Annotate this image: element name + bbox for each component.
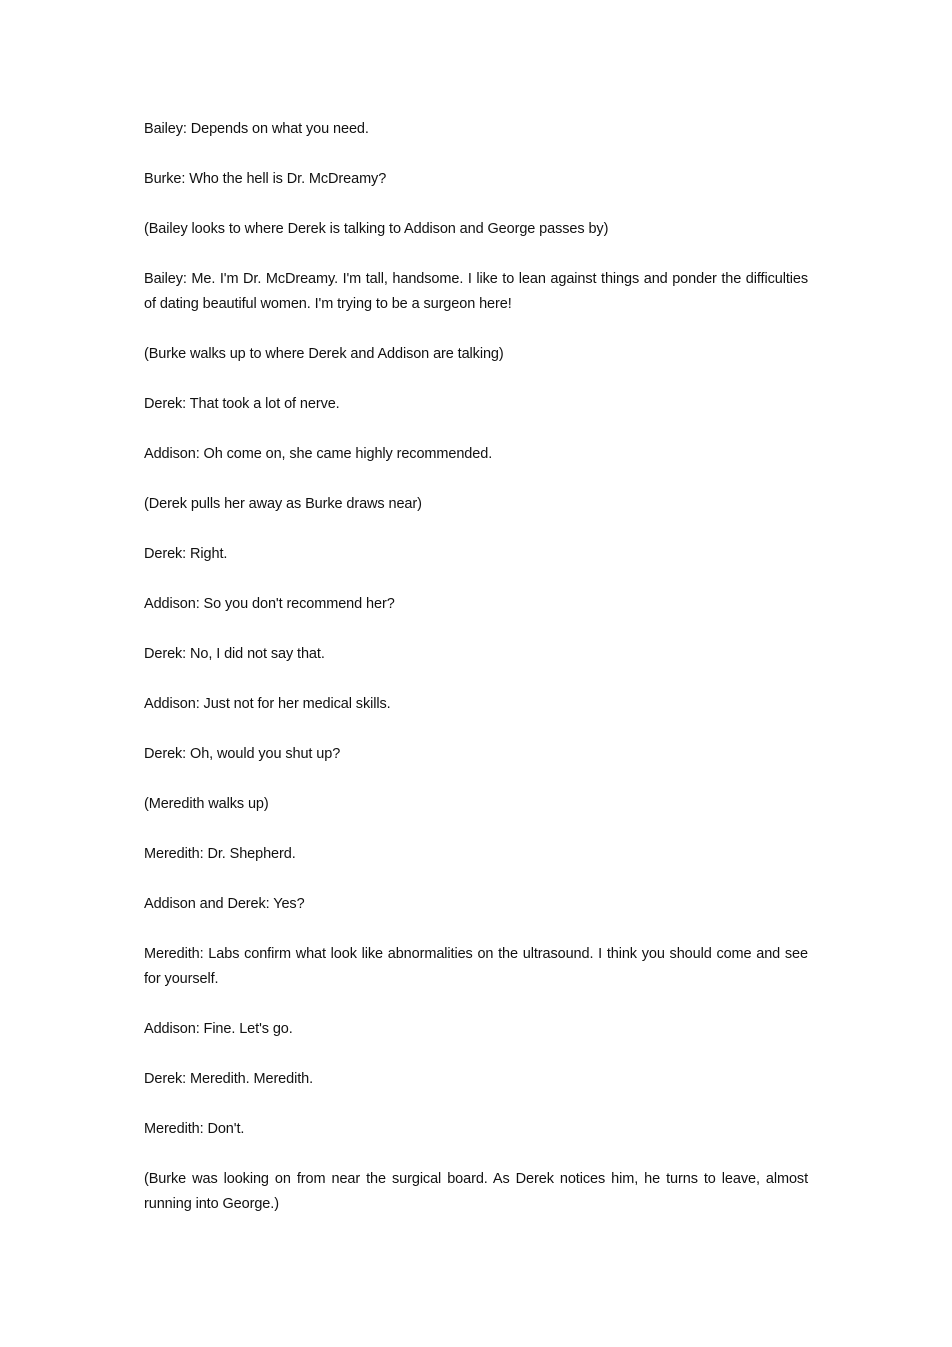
script-line: Addison: Just not for her medical skills. [144, 696, 391, 712]
script-line: Bailey: Me. I'm Dr. McDreamy. I'm tall, handsome. I like to lean against things and ponder the difficulties of dating beautiful women. I'm trying to be a surgeon here! [144, 271, 808, 312]
script-line: Derek: No, I did not say that. [144, 646, 325, 662]
script-line: Meredith: Dr. Shepherd. [144, 846, 296, 862]
script-line: Burke: Who the hell is Dr. McDreamy? [144, 171, 387, 187]
stage-direction: (Burke was looking on from near the surgical board. As Derek notices him, he turns to leave, almost running into George.) [144, 1171, 808, 1212]
script-line: Addison: Fine. Let's go. [144, 1021, 293, 1037]
stage-direction: (Derek pulls her away as Burke draws near) [144, 496, 422, 512]
script-line: Meredith: Don't. [144, 1121, 245, 1137]
script-line: Addison and Derek: Yes? [144, 896, 305, 912]
script-line: Derek: That took a lot of nerve. [144, 396, 340, 412]
script-line: Meredith: Labs confirm what look like abnormalities on the ultrasound. I think you should come and see for yourself. [144, 946, 808, 987]
stage-direction: (Burke walks up to where Derek and Addison are talking) [144, 346, 504, 362]
stage-direction: (Bailey looks to where Derek is talking to Addison and George passes by) [144, 221, 609, 237]
script-line: Derek: Right. [144, 546, 228, 562]
script-line: Derek: Oh, would you shut up? [144, 746, 341, 762]
script-line: Addison: Oh come on, she came highly recommended. [144, 446, 493, 462]
script-line: Addison: So you don't recommend her? [144, 596, 395, 612]
script-body [144, 117, 808, 1242]
script-line: Bailey: Depends on what you need. [144, 121, 369, 137]
stage-direction: (Meredith walks up) [144, 796, 269, 812]
script-line: Derek: Meredith. Meredith. [144, 1071, 314, 1087]
